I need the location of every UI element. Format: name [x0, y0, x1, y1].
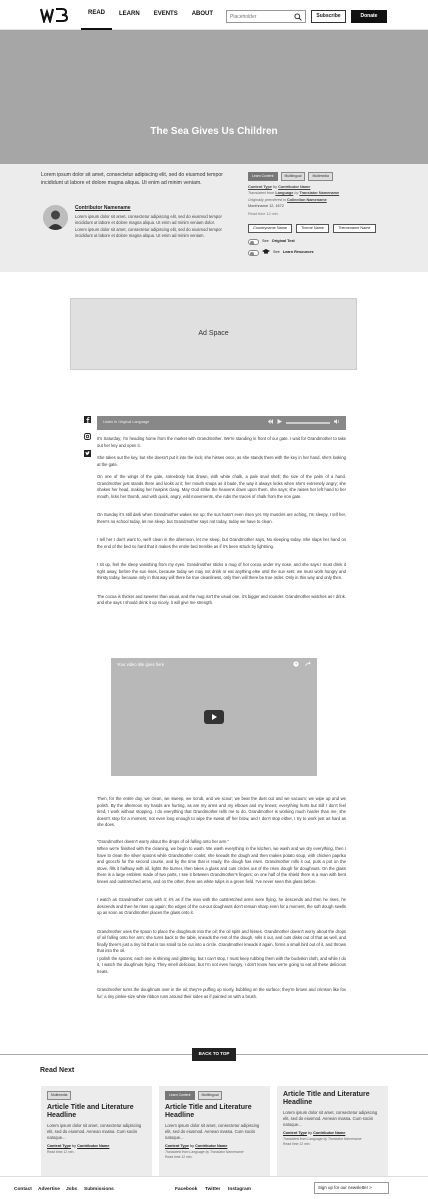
- paragraph: On one of the wings of the gate, somebody has drawn, with white chalk, a pale snail shell; the size of the palm of a hand. Grandmother just stands there and looks at it; her mouth snaps as it bade, the way it always looks when she's extremely angry; she shakes her head, making her hairpins clang. May God strike the heavens down upon them, she says; she raises her left hand to her mouth, licks her thumb, and with quick, angry, wild movements, she rubs the traces of chalk from the iron gate.: [97, 474, 346, 499]
- paragraph: The cocoa is thicker and sweeter than usual, and the mug isn't the usual one, it's bigger and rounder. Grandmother watches as I drink, and she says I should drink it up nicely, it will give me strength.: [97, 593, 346, 605]
- footer-link-jobs[interactable]: Jobs: [66, 1187, 78, 1192]
- facebook-icon[interactable]: [84, 416, 94, 426]
- card-title[interactable]: Article Title and Literature Headline: [165, 1104, 252, 1120]
- card-author[interactable]: Contributor Name: [77, 1144, 110, 1149]
- card-content-type[interactable]: Content Type: [47, 1144, 71, 1149]
- nav-read[interactable]: READ: [81, 0, 112, 30]
- footer-link-advertise[interactable]: Advertise: [38, 1187, 60, 1192]
- contributor-name-link[interactable]: Contributor Namename: [75, 205, 131, 211]
- tag-themename[interactable]: Themename Name: [333, 224, 376, 234]
- pull-quote: "Grandmother doesn't worry about the drops of oil falling onto her arm.": [97, 838, 230, 844]
- toggle-label-bold: Learn Resources: [282, 250, 314, 255]
- collection-link[interactable]: Collection Namename: [287, 198, 327, 203]
- card-title[interactable]: Article Title and Literature Headline: [47, 1104, 134, 1120]
- card-content-type[interactable]: Content Type: [165, 1144, 189, 1149]
- paragraph: I tell her I don't want to, we'll clean in the afternoon, let me sleep, but Grandmother says, No sleeping today. She slaps her hand on the end of the bed so hard that it makes the entire bed tremble as if it's been struck by lightning.: [97, 537, 346, 549]
- contributor-link[interactable]: Contributor Name: [278, 185, 311, 190]
- by-label: by: [72, 1144, 77, 1149]
- read-next-heading: Read Next: [40, 1067, 75, 1074]
- graduation-cap-icon: [262, 249, 270, 257]
- ad-label: Ad Space: [198, 329, 229, 337]
- play-icon: [211, 714, 217, 720]
- tag-pills: [248, 224, 388, 234]
- read-next-card[interactable]: [41, 1086, 152, 1176]
- read-next-card[interactable]: [277, 1086, 388, 1176]
- badge-multilingual: Multilingual: [281, 172, 306, 181]
- toggle-switch[interactable]: [248, 250, 259, 256]
- tag-theme[interactable]: Theme Name: [296, 224, 329, 234]
- card-excerpt: Lorem ipsum dolor sit amet, consectetur adipiscing elit, sed do eiusmod. Aenean massa. Cum sociis natoque...: [283, 1110, 378, 1128]
- donate-button[interactable]: Donate: [351, 10, 387, 23]
- twitter-icon[interactable]: [84, 450, 94, 460]
- toggle-switch[interactable]: [248, 239, 259, 245]
- paragraph: When we're finished with the cleaning, we begin to wash. We wash everything in the kitchen, we wash and we dry everything, then I have to clean the silver spoons while Grandmother cooks; she kneads the dough and then makes potato soup, with chicken paprika and gnocchi for the second course, and by the time that is ready, the dough has risen. Grandmother rolls it out, puts a pot on the stove, fills it halfway with oil, lights the burner, then takes a glass and cuts circles out of the risen dough for doughnuts. On the glass there is a large emblem made of two parts, I see it between Grandmother's fingers; on one half of the shield there is a man with bent knees and outstretched arms, and on the other, there are white tulips in a green field. I've never seen this glass before.: [97, 846, 346, 884]
- ad-space[interactable]: [70, 298, 357, 370]
- logo[interactable]: [40, 7, 68, 23]
- article-body: [97, 436, 346, 613]
- language-link[interactable]: Language: [275, 190, 294, 195]
- toggle-learn-resources[interactable]: [248, 249, 388, 257]
- subscribe-button[interactable]: Subscribe: [311, 10, 346, 23]
- clock-icon[interactable]: [293, 661, 299, 670]
- paragraph: She takes out the key, but she doesn't put it into the lock; she hisses once, as she stands there with the key in her hand, she's looking at the gate.: [97, 455, 346, 467]
- play-icon[interactable]: [277, 419, 282, 427]
- card-translation: Translated from Language by Translator Namename: [283, 1137, 362, 1142]
- card-title[interactable]: Article Title and Literature Headline: [283, 1091, 370, 1107]
- audio-label: Listen in Original Language: [103, 420, 150, 425]
- read-time: Read time 12 min.: [248, 211, 279, 216]
- nav-learn[interactable]: LEARN: [119, 11, 140, 17]
- contributor-bio: Lorem ipsum dolor sit amet, consectetur adipiscing elit, sed do eiusmod tempor incididunt ut labore et dolore magna aliqua. Ut enim ad minim veniam dolor. Lorem ipsum dolor sit amet, consectetur adipiscing elit, sed do eiusmod tempor incididunt ut labore et dolore magna aliqua. Ut enim ad minim veniam.: [75, 214, 222, 238]
- article-details: [248, 172, 388, 257]
- article-body-continued: [97, 796, 346, 1006]
- card-read-time: Read time 12 min.: [283, 1142, 311, 1147]
- paragraph: On Sunday it's still dark when Grandmother wakes me up; the sun hasn't even risen yet. My muscles are aching, I'm sleepy, I tell her, there's no school today, let me sleep, but Grandmother says not today, today we have to clean.: [97, 512, 346, 524]
- video-play-button[interactable]: [204, 710, 224, 724]
- toggle-label-bold: Original Text: [271, 239, 295, 244]
- publish-date: Monthname 12, 1672: [248, 204, 284, 209]
- footer-link-contact[interactable]: Contact: [14, 1187, 32, 1192]
- search-box: [226, 10, 306, 23]
- read-next-card[interactable]: [159, 1086, 270, 1176]
- search-input[interactable]: [227, 14, 293, 20]
- badge-learn-content: Learn Content: [248, 172, 278, 181]
- translated-label: Translated from: [248, 190, 275, 195]
- translator-by-label: by: [294, 190, 299, 195]
- paragraph: Then, for the entire day, we clean, we sweep, we scrub, and we scour; we beat the dust out and we vacuum; we wipe up and we polish. By the afternoon my hands are hurting, as are my arms and my elbows and my knees; everything hurts but still I don't feel tired, I work without stopping. I do everything that Grandmother tells me to do. Grandmother is working much harder than me, she doesn't stop for a moment, not even long enough to wipe the sweat off her brow, and I don't stop either, I try to work just as hard as she does.: [97, 796, 346, 827]
- by-label: by: [273, 185, 278, 190]
- card-read-time: Read time 12 min.: [165, 1155, 193, 1160]
- instagram-icon[interactable]: [84, 433, 94, 443]
- article-title: The Sea Gives Us Children: [150, 125, 278, 137]
- badge: Learn Content: [165, 1091, 195, 1100]
- card-translation: Translated from Language by Translator Namename: [165, 1150, 244, 1155]
- back-to-top-button[interactable]: BACK TO TOP: [192, 1048, 236, 1061]
- paragraph: It's Saturday; I'm heading home from the market with Grandmother. We're standing in front of our gate. I wait for Grandmother to take out her key and open it.: [97, 436, 346, 448]
- paragraph: I watch as Grandmother cuts with it; it's as if the man with the outstretched arms were flying, he descends and then he rises, he descends and then he rises up again; the edges of the cut-out doughnuts don't remain sharp even for a moment, the soft dough swells up as soon as Grandmother places the glass onto it.: [97, 897, 346, 915]
- translation-line: [248, 191, 388, 197]
- card-author[interactable]: Contributor Name: [195, 1144, 228, 1149]
- footer-link-facebook[interactable]: Facebook: [175, 1187, 198, 1192]
- paragraph: I sit up, feel the sleep vanishing from my eyes. Grandmother sticks a mug of hot cocoa under my nose, and she says I must drink it right away, before the sun rises, because today we may not drink or eat anything else until the sun sets; we must work hungry and thirsty today, because only in that way will there be true cleanliness, only then will there be true order. Only in this way and only then.: [97, 562, 346, 580]
- nav-events[interactable]: EVENTS: [153, 11, 178, 17]
- volume-icon[interactable]: [334, 419, 340, 427]
- card-excerpt: Lorem ipsum dolor sit amet, consectetur adipiscing elit, sed do eiusmod. Aenean massa. Cum sociis natoque...: [47, 1123, 142, 1141]
- card-read-time: Read time 12 min.: [47, 1150, 75, 1155]
- badge: Multimedia: [47, 1091, 71, 1100]
- nav-about[interactable]: ABOUT: [191, 11, 214, 17]
- premiered-label: Originally premiered in: [248, 198, 286, 203]
- video-player[interactable]: [111, 658, 317, 776]
- footer-link-submissions[interactable]: Submissions: [84, 1187, 114, 1192]
- avatar: [43, 205, 68, 230]
- logo-icon: [40, 7, 68, 23]
- toggle-label: See: [262, 239, 269, 244]
- footer-link-twitter[interactable]: Twitter: [205, 1187, 221, 1192]
- video-title: Your video title goes here: [117, 662, 165, 667]
- badge-multimedia: Multimedia: [308, 172, 332, 181]
- content-type-link[interactable]: Content Type: [248, 185, 272, 190]
- badge-row: [248, 172, 388, 181]
- badge: Multilingual: [198, 1091, 223, 1100]
- by-label: by: [190, 1144, 195, 1149]
- tag-country[interactable]: Countryname Name: [248, 224, 292, 234]
- progress-bar[interactable]: [286, 422, 330, 424]
- card-excerpt: Lorem ipsum dolor sit amet, consectetur adipiscing elit, sed do eiusmod. Aenean massa. Cum sociis natoque...: [165, 1123, 260, 1141]
- main-nav: [81, 0, 220, 30]
- card-author[interactable]: Contributor Name: [313, 1131, 346, 1136]
- by-label: by: [308, 1131, 313, 1136]
- newsletter-signup[interactable]: Sign up for our newsletter >: [314, 1182, 389, 1194]
- card-content-type[interactable]: Content Type: [283, 1131, 307, 1136]
- rewind-icon[interactable]: [268, 419, 273, 427]
- paragraph: Grandmother turns the doughnuts over in the oil; they're puffing up nicely, bubbling on the surface; they're brown and crimson like fox fur; a tiny pinkie-size white ribbon runs around their sides as if painted on with a brush.: [97, 987, 346, 999]
- paragraph: Grandmother uses the spoon to place the doughnuts into the oil; the oil spits and hisses. Grandmother doesn't worry about the drops of oil falling onto her arm; she turns back to the table, kneads the rest of the dough, rolls it out, and cuts disks out of that as well, and finally there's just a tiny bit that is too small to be cut into a circle. Grandmother kneads it again, forms a small bird out of it, and throws that into the oil.: [97, 928, 346, 953]
- footer-link-instagram[interactable]: Instagram: [228, 1187, 251, 1192]
- share-icon[interactable]: [305, 661, 311, 670]
- social-share: [84, 416, 94, 466]
- paragraph: I polish the spoons; each one is shining and glittering, but I can't stop, I must keep rubbing them with the buckskin cloth, and while I do it, I watch the doughnuts frying. They smell delicious, but I'm not even hungry, I don't know how we're going to eat all these delicious treats.: [97, 955, 346, 974]
- toggle-original-text[interactable]: [248, 239, 388, 245]
- hero-banner: [0, 30, 428, 164]
- toggle-label: See: [273, 250, 280, 255]
- translator-link[interactable]: Translator Namename: [299, 190, 340, 195]
- article-intro: Lorem ipsum dolor sit amet, consectetur adipiscing elit, sed do eiusmod tempor incididunt ut labore et dolore magna aliqua. Ut enim ad minim veniam.: [41, 172, 223, 186]
- audio-player[interactable]: [97, 416, 346, 430]
- search-icon[interactable]: [294, 13, 302, 24]
